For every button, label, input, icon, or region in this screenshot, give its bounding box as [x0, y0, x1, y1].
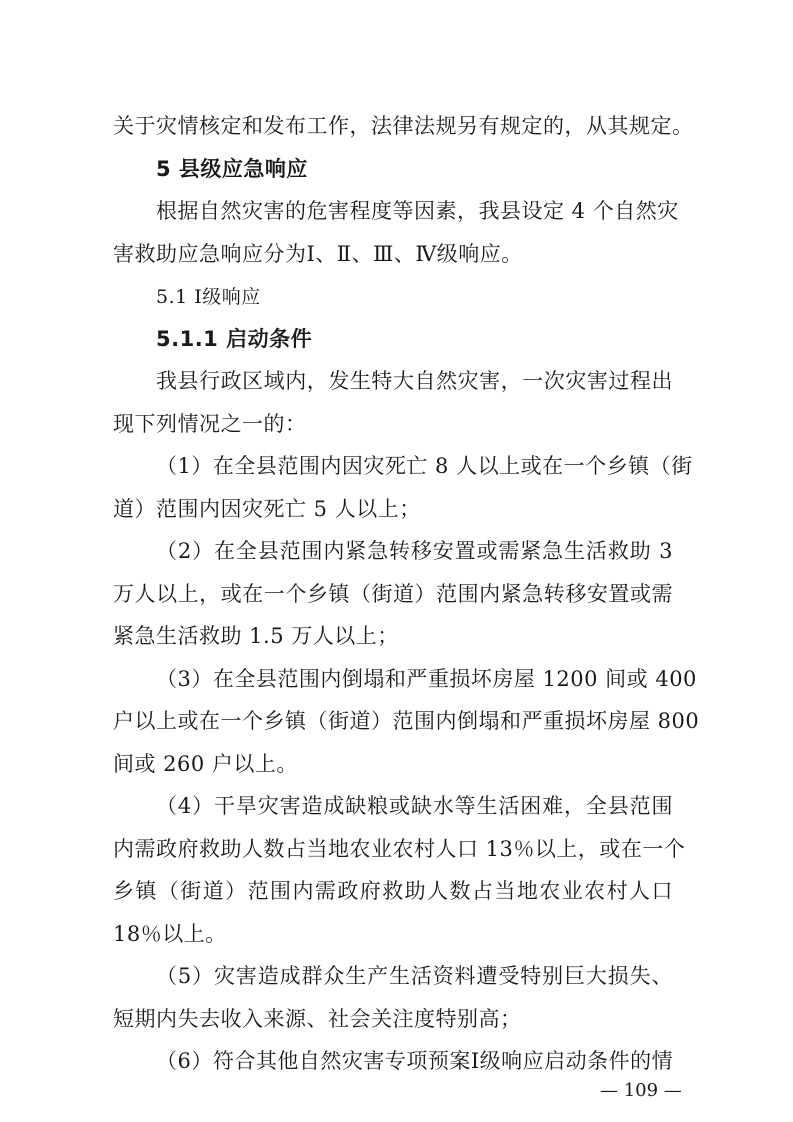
- paragraph-line: （2）在全县范围内紧急转移安置或需紧急生活救助 3: [156, 539, 673, 563]
- paragraph-line: 根据自然灾害的危害程度等因素，我县设定 4 个自然灾: [156, 199, 679, 223]
- paragraph-line: 现下列情况之一的：: [113, 412, 307, 436]
- paragraph-line: 短期内失去收入来源、社会关注度特别高；: [113, 1007, 522, 1031]
- paragraph-line: （1）在全县范围内因灾死亡 8 人以上或在一个乡镇（街: [156, 454, 693, 478]
- paragraph-line: 18％以上。: [113, 922, 227, 946]
- paragraph-line: （5）灾害造成群众生产生活资料遭受特别巨大损失、: [156, 964, 673, 988]
- section-heading: 5 县级应急响应: [156, 157, 308, 181]
- paragraph-line: （4）干旱灾害造成缺粮或缺水等生活困难，全县范围: [156, 794, 673, 818]
- paragraph-line: （3）在全县范围内倒塌和严重损坏房屋 1200 间或 400: [156, 667, 697, 691]
- paragraph-line: 紧急生活救助 1.5 万人以上；: [113, 624, 399, 648]
- paragraph-line: （6）符合其他自然灾害专项预案Ⅰ级响应启动条件的情: [156, 1049, 674, 1073]
- page-number: — 109 —: [600, 1080, 682, 1101]
- subsection-heading: 5.1 Ⅰ级响应: [156, 286, 261, 308]
- paragraph-line: 害救助应急响应分为Ⅰ、Ⅱ、Ⅲ、Ⅳ级响应。: [113, 242, 523, 266]
- paragraph-line: 道）范围内因灾死亡 5 人以上；: [113, 497, 421, 521]
- paragraph-line: 户以上或在一个乡镇（街道）范围内倒塌和严重损坏房屋 800: [113, 709, 700, 733]
- paragraph-line: 间或 260 户以上。: [113, 752, 298, 776]
- paragraph-line: 关于灾情核定和发布工作，法律法规另有规定的，从其规定。: [113, 114, 694, 138]
- paragraph-line: 乡镇（街道）范围内需政府救助人数占当地农业农村人口: [113, 879, 673, 903]
- paragraph-line: 万人以上，或在一个乡镇（街道）范围内紧急转移安置或需: [113, 582, 673, 606]
- paragraph-line: 我县行政区域内，发生特大自然灾害，一次灾害过程出: [156, 369, 673, 393]
- paragraph-line: 内需政府救助人数占当地农业农村人口 13％以上，或在一个: [113, 837, 686, 861]
- subsection-heading: 5.1.1 启动条件: [156, 327, 313, 351]
